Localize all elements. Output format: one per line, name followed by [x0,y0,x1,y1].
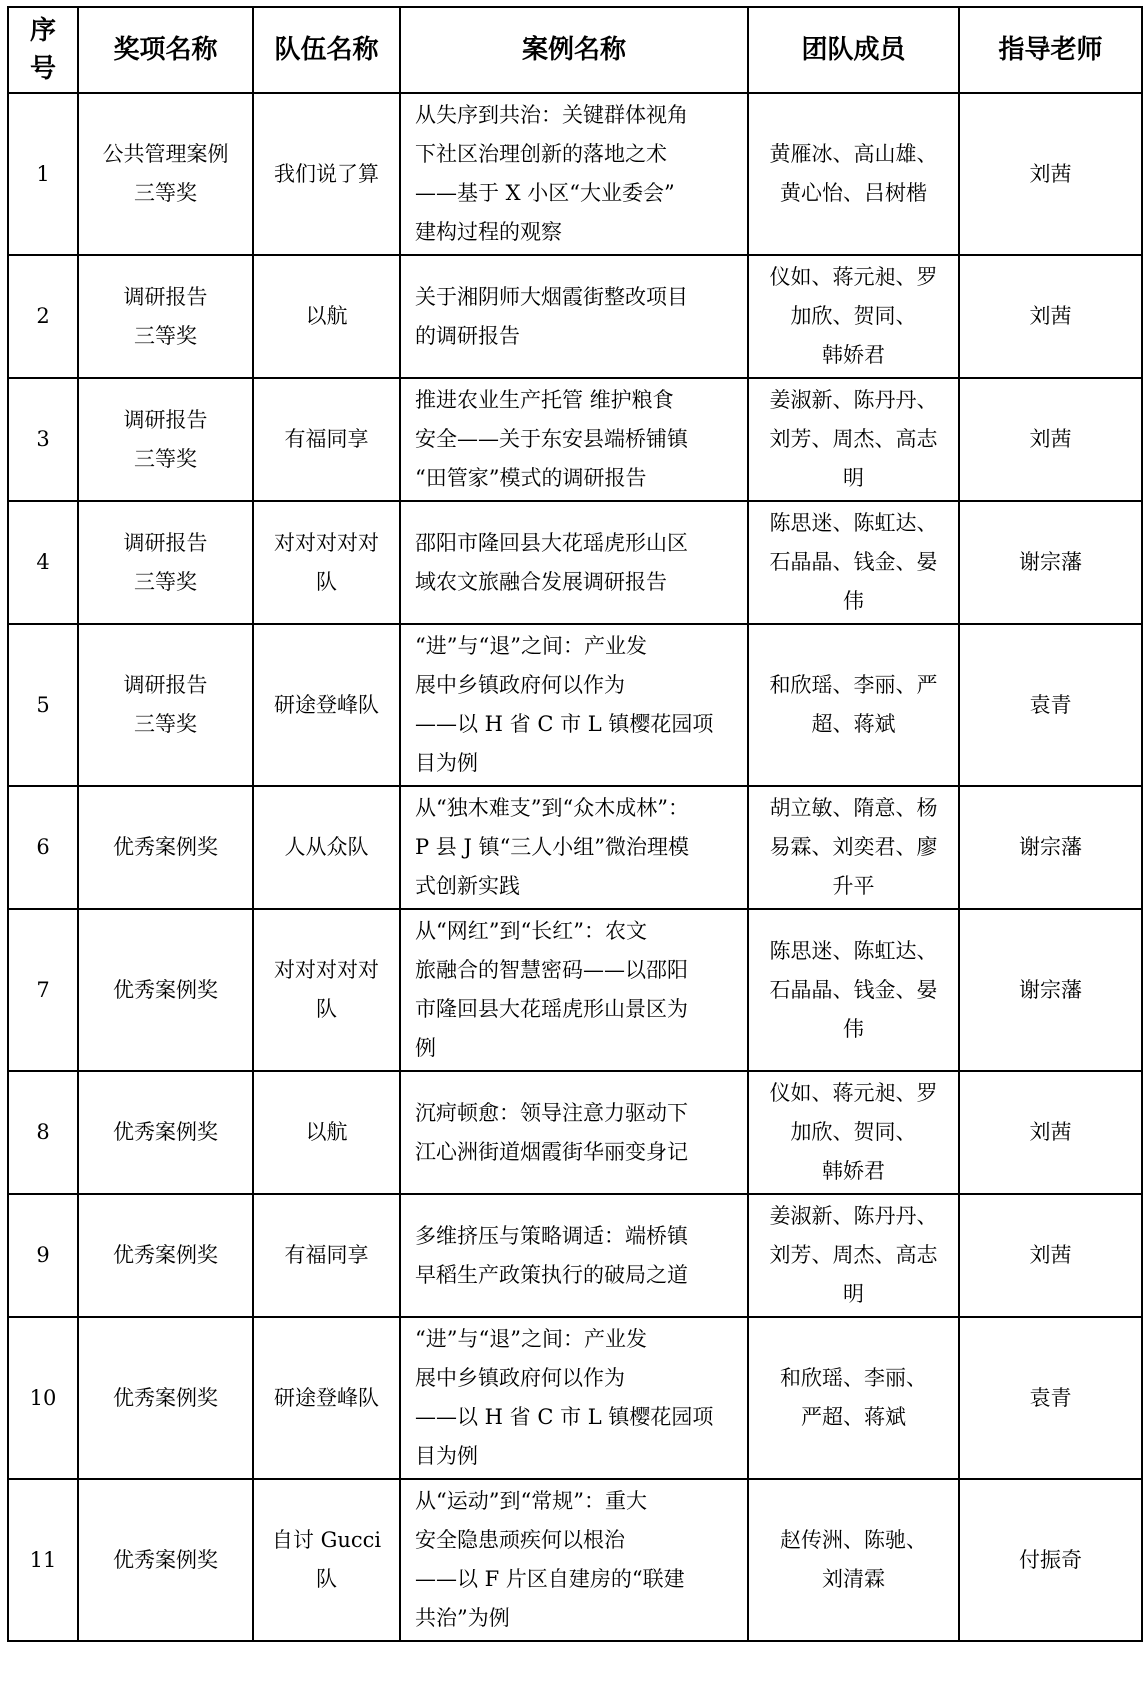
cell-index: 10 [8,1317,78,1479]
cell-index: 7 [8,909,78,1071]
table-row [8,1194,1142,1317]
cell-award [78,93,253,255]
cell-index: 5 [8,624,78,786]
cell-advisor: 袁青 [959,1317,1142,1479]
cell-members-line: 和欣瑶、李丽、严 [769,673,938,697]
cell-advisor: 刘茜 [959,93,1142,255]
cell-members-line: 黄心怡、吕树楷 [780,181,927,205]
cell-members-line: 仪如、蒋元昶、罗 [769,1081,938,1105]
cell-members [748,378,959,501]
cell-case-line: ——以 F 片区自建房的“联建 [415,1567,685,1591]
cell-case [400,501,748,624]
cell-award [78,786,253,909]
cell-case-line: “田管家”模式的调研报告 [415,466,647,490]
cell-advisor: 刘茜 [959,1194,1142,1317]
cell-team [253,1194,400,1317]
cell-award [78,255,253,378]
cell-members [748,255,959,378]
cell-case [400,255,748,378]
table-row [8,255,1142,378]
cell-award-line: 三等奖 [134,712,197,736]
cell-team-line: 对对对对对 [274,958,379,982]
cell-members-line: 胡立敏、隋意、杨 [769,796,938,820]
cell-advisor: 谢宗藩 [959,501,1142,624]
header-index [8,7,78,93]
cell-award [78,1194,253,1317]
cell-team-line: 研途登峰队 [274,692,379,717]
cell-case [400,1479,748,1641]
cell-team [253,255,400,378]
cell-award-line: 调研报告 [123,530,208,555]
table-row [8,93,1142,255]
cell-case-line: ——以 H 省 C 市 L 镇樱花园项 [415,712,714,736]
cell-award [78,1317,253,1479]
cell-award [78,1071,253,1194]
cell-index: 11 [8,1479,78,1641]
cell-advisor: 刘茜 [959,255,1142,378]
header-award: 奖项名称 [78,7,253,93]
cell-members-line: 韩娇君 [822,343,885,367]
header-team: 队伍名称 [253,7,400,93]
table-body [8,93,1142,1641]
cell-team-line: 对对对对对 [274,530,379,555]
table-row [8,1317,1142,1479]
cell-index: 8 [8,1071,78,1194]
cell-members [748,1479,959,1641]
cell-award-line: 三等奖 [134,446,197,471]
cell-members-line: 明 [843,1282,864,1306]
cell-award-line: 调研报告 [123,673,208,697]
cell-members [748,501,959,624]
cell-members [748,909,959,1071]
cell-award [78,501,253,624]
cell-members-line: 石晶晶、钱金、晏 [769,550,938,574]
cell-case [400,624,748,786]
cell-award-line: 优秀案例奖 [113,1547,218,1572]
cell-advisor: 刘茜 [959,1071,1142,1194]
cell-award [78,909,253,1071]
cell-members-line: 明 [843,466,864,490]
cell-team [253,909,400,1071]
cell-team [253,1317,400,1479]
cell-index: 6 [8,786,78,909]
cell-case-line: 共治”为例 [415,1606,510,1630]
cell-members-line: 陈思迷、陈虹达、 [769,511,938,535]
cell-members-line: 陈思迷、陈虹达、 [769,938,938,963]
cell-members-line: 刘芳、周杰、高志 [769,1243,938,1267]
cell-team [253,93,400,255]
table-row [8,1071,1142,1194]
header-advisor: 指导老师 [959,7,1142,93]
cell-team-line: 有福同享 [284,427,369,451]
cell-case-line: 建构过程的观察 [415,220,562,244]
cell-award-line: 调研报告 [123,407,208,432]
cell-team [253,624,400,786]
cell-members-line: 韩娇君 [822,1159,885,1183]
cell-award-line: 三等奖 [134,323,197,348]
cell-case-line: ——以 H 省 C 市 L 镇樱花园项 [415,1405,714,1429]
cell-team [253,501,400,624]
cell-award-line: 优秀案例奖 [113,1243,218,1267]
cell-team-line: 有福同享 [284,1243,369,1267]
cell-index: 1 [8,93,78,255]
cell-index: 4 [8,501,78,624]
cell-members-line: 加欣、贺同、 [790,1120,917,1144]
cell-case-line: 从失序到共治：关键群体视角 [415,103,688,127]
cell-case-line: “进”与“退”之间：产业发 [415,1327,647,1351]
cell-members-line: 易霖、刘奕君、廖 [769,835,938,859]
cell-case [400,93,748,255]
awards-table [7,6,1143,1642]
cell-case [400,1317,748,1479]
cell-case-line: 旅融合的智慧密码——以邵阳 [415,958,688,982]
cell-case-line: 目为例 [415,1444,478,1468]
cell-team-line: 队 [316,997,337,1021]
cell-case-line: 式创新实践 [415,874,520,898]
table-row [8,786,1142,909]
cell-members [748,1071,959,1194]
cell-case [400,786,748,909]
table-row [8,1479,1142,1641]
cell-team-line: 人从众队 [284,835,369,859]
cell-case-line: P 县 J 镇“三人小组”微治理模 [415,835,690,859]
cell-case-line: 早稻生产政策执行的破局之道 [415,1262,688,1287]
cell-case-line: 邵阳市隆回县大花瑶虎形山区 [415,530,688,555]
cell-award [78,624,253,786]
header-row [8,7,1142,93]
cell-case-line: 目为例 [415,751,478,775]
cell-case [400,909,748,1071]
cell-team-line: 队 [316,1567,337,1591]
cell-advisor: 谢宗藩 [959,909,1142,1071]
header-case: 案例名称 [400,7,748,93]
cell-team-line: 队 [316,569,337,594]
cell-members [748,1317,959,1479]
cell-case [400,1071,748,1194]
cell-case-line: 安全——关于东安县端桥铺镇 [415,427,688,451]
cell-members-line: 姜淑新、陈丹丹、 [769,388,938,412]
cell-members-line: 刘清霖 [822,1567,885,1591]
cell-index: 9 [8,1194,78,1317]
cell-case-line: ——基于 X 小区“大业委会” [415,181,675,205]
cell-advisor: 刘茜 [959,378,1142,501]
cell-case-line: 多维挤压与策略调适：端桥镇 [415,1223,688,1248]
cell-team-line: 研途登峰队 [274,1385,379,1410]
cell-award [78,1479,253,1641]
cell-award-line: 优秀案例奖 [113,977,218,1002]
cell-case-line: 江心洲街道烟霞街华丽变身记 [415,1139,688,1164]
cell-advisor: 付振奇 [959,1479,1142,1641]
table-row [8,909,1142,1071]
cell-case-line: 沉疴顿愈：领导注意力驱动下 [415,1100,688,1125]
cell-members [748,624,959,786]
cell-team-line: 自讨 Gucci [271,1528,382,1552]
cell-members-line: 超、蒋斌 [811,712,896,736]
table-row [8,501,1142,624]
cell-members-line: 伟 [843,1016,864,1041]
cell-index: 3 [8,378,78,501]
cell-case [400,1194,748,1317]
table-header [8,7,1142,93]
cell-team [253,378,400,501]
cell-case-line: 例 [415,1036,436,1060]
table-row [8,624,1142,786]
header-members: 团队成员 [748,7,959,93]
cell-members [748,1194,959,1317]
cell-advisor: 谢宗藩 [959,786,1142,909]
cell-members-line: 加欣、贺同、 [790,304,917,328]
cell-award-line: 优秀案例奖 [113,835,218,859]
cell-team [253,1071,400,1194]
cell-members-line: 刘芳、周杰、高志 [769,427,938,451]
cell-case-line: “进”与“退”之间：产业发 [415,634,647,658]
cell-case-line: 关于湘阴师大烟霞街整改项目 [415,284,688,309]
cell-team-line: 以航 [305,1120,348,1144]
cell-case-line: 从“网红”到“长红”：农文 [415,919,647,943]
cell-members-line: 和欣瑶、李丽、 [780,1366,927,1390]
cell-award-line: 优秀案例奖 [113,1120,218,1144]
cell-award-line: 优秀案例奖 [113,1385,218,1410]
cell-case-line: 推进农业生产托管 维护粮食 [415,388,674,412]
cell-members-line: 升平 [832,874,875,898]
cell-members-line: 姜淑新、陈丹丹、 [769,1204,938,1228]
header-index-line: 号 [29,54,56,84]
cell-award-line: 三等奖 [134,569,197,594]
cell-team-line: 以航 [305,304,348,328]
cell-case-line: 安全隐患顽疾何以根治 [415,1528,625,1552]
cell-team [253,1479,400,1641]
cell-case-line: 域农文旅融合发展调研报告 [415,569,667,594]
table-row [8,378,1142,501]
cell-members-line: 赵传洲、陈驰、 [780,1528,927,1552]
cell-members [748,93,959,255]
cell-award-line: 调研报告 [123,284,208,309]
cell-members-line: 伟 [843,589,864,613]
cell-team [253,786,400,909]
cell-members-line: 严超、蒋斌 [801,1405,906,1429]
cell-case-line: 从“独木难支”到“众木成林”： [415,796,689,820]
cell-case-line: 展中乡镇政府何以作为 [415,1366,625,1390]
cell-case-line: 市隆回县大花瑶虎形山景区为 [415,997,688,1021]
cell-case-line: 从“运动”到“常规”：重大 [415,1489,647,1513]
cell-advisor: 袁青 [959,624,1142,786]
header-index-line: 序 [29,16,56,46]
cell-case-line: 的调研报告 [415,323,520,348]
cell-members [748,786,959,909]
cell-case-line: 下社区治理创新的落地之术 [415,142,667,166]
cell-members-line: 黄雁冰、高山雄、 [769,142,938,166]
cell-members-line: 仪如、蒋元昶、罗 [769,265,938,289]
cell-team-line: 我们说了算 [274,161,379,186]
cell-case-line: 展中乡镇政府何以作为 [415,673,625,697]
cell-case [400,378,748,501]
cell-members-line: 石晶晶、钱金、晏 [769,977,938,1002]
cell-award-line: 公共管理案例 [102,142,229,166]
cell-award [78,378,253,501]
cell-index: 2 [8,255,78,378]
cell-award-line: 三等奖 [134,181,197,205]
